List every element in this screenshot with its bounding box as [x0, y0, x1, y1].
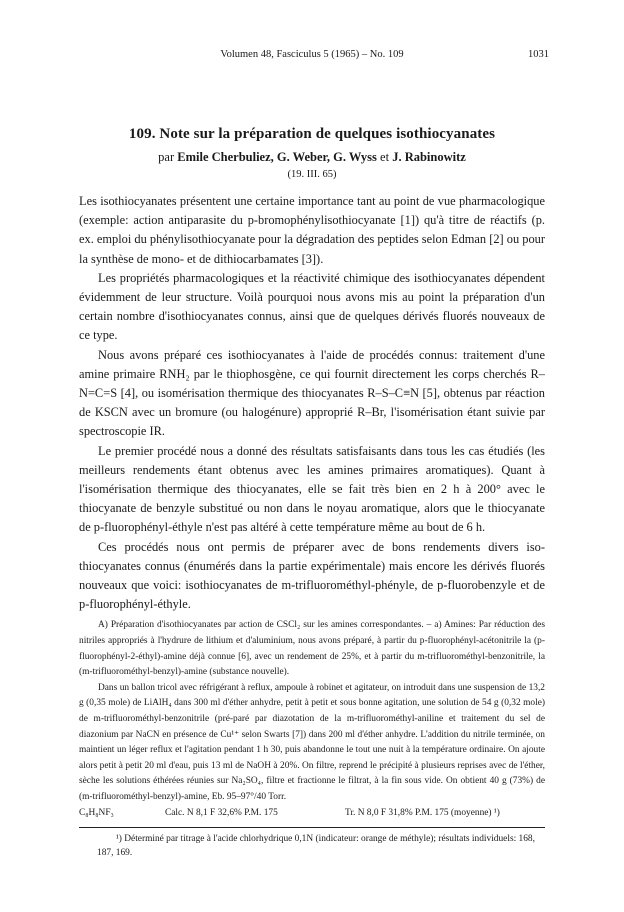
- analysis-found: Tr. N 8,0 F 31,8% P.M. 175 (moyenne) ¹): [345, 807, 500, 818]
- journal-reference: Volumen 48, Fasciculus 5 (1965) – No. 109: [220, 49, 404, 60]
- paragraph-2: Les propriétés pharmacologiques et la réactivité chimique des isothiocyanates dépendent évidemment de leur structure. Voilà pourquoi nous avons mis au point la préparation d'un certain nombre d'isothiocyanates connus, ainsi que de quelques dérivés fluorés nouveaux de ce type.: [79, 270, 545, 343]
- by-word: par: [158, 150, 175, 164]
- article-title-text: Note sur la préparation de quelques isothiocyanates: [159, 126, 496, 142]
- footnote-divider: [79, 827, 545, 828]
- page-number: 1031: [528, 49, 549, 60]
- author-line: [0, 150, 624, 165]
- experimental-procedure: Dans un ballon tricol avec réfrigérant à reflux, ampoule à robinet et agitateur, on introduit dans une suspension de 13,2 g (0,35 mole) de LiAlH₄ dans 300 ml d'éther anhydre, petit à petit et sous bonne agitation, une solution de 54 g (0,32 mole) de m-trifluorométhyl-benzonitrile (pré-paré par diazotation de la m-trifluorométhyl-aniline et traitement du sel de diazonium par NaCN en présence de Cu¹⁺ selon Swarts [7]) dans 200 ml d'éther anhydre. L'addition du nitrile terminée, on maintient un léger reflux et l'agitation pendant 1 h 30, puis abandonne le tout une nuit à la température ordinaire. On ajoute alors petit à petit 20 ml d'eau, puis 13 ml de NaOH à 20%. On filtre, reprend le précipité à plusieurs reprises avec de l'éther, sèche les solutions éthérées réunies sur Na₂SO₄, filtre et fractionne le filtrat, à la fin sous vide. On obtient 40 g (73%) de (m-trifluorométhyl-benzyl)-amine, Eb. 95–97°/40 Torr.: [79, 682, 545, 802]
- running-header: [0, 49, 624, 63]
- article-number: 109.: [128, 126, 156, 142]
- last-author: J. Rabinowitz: [392, 150, 466, 164]
- paragraph-1: Les isothiocyanates présentent une certaine importance tant au point de vue pharmacologique (exemple: action antiparasite du p-bromophénylisothiocyanate [1]) qu'à titre de réactifs (p. ex. emploi du phénylisothiocyanate pour la dégradation des peptides selon Edman [2] ou pour la synthèse de mono- et de dithiocarbamates [3]).: [79, 194, 545, 266]
- elemental-analysis: [79, 806, 545, 821]
- paragraph-3: Nous avons préparé ces isothiocyanates à l'aide de procédés connus: traitement d'une amine primaire RNH₂ par le thiophosgène, ce qui fournit directement les corps cherchés R–N=C=S [4], ou isomérisation thermique des thiocyanates R–S–C≡N [5], obtenus par réaction de KSCN avec un bromure (ou halogénure) approprié R–Br, l'isomérisation étant suivie par spectroscopie IR.: [79, 347, 545, 439]
- and-word: et: [380, 150, 390, 164]
- article-title: [0, 126, 624, 143]
- article-body: [79, 192, 545, 860]
- author-names: Emile Cherbuliez, G. Weber, G. Wyss: [177, 150, 377, 164]
- analysis-formula: C₈H₈NF₃: [79, 807, 114, 818]
- paragraph-5: Ces procédés nous ont permis de préparer avec de bons rendements divers iso-thiocyanates connus (énumérés dans la partie expérimentale) mais encore les dérivés fluorés nouveaux que voici: isothiocyanates de m-trifluorométhyl-phényle, de p-fluorobenzyle et de p-fluorophényl-éthyle.: [79, 539, 545, 612]
- experimental-section-a: A) Préparation d'isothiocyanates par action de CSCl₂ sur les amines correspondantes. – a) Amines: Par réduction des nitriles appropriés à l'hydrure de lithium et d'aluminium, nous avons préparé, à partir du p-fluorophényl-acétonitrile la (p-fluorophényl-2-éthyl)-amine déjà connue [6], avec un rendement de 25%, et à partir du m-trifluorométhyl-benzonitrile, la (m-trifluorométhyl-benzyl)-amine (substance nouvelle).: [79, 620, 545, 678]
- footnote: ¹) Déterminé par titrage à l'acide chlorhydrique 0,1N (indicateur: orange de méthyle); résultats individuels: 168, 187, 169.: [97, 833, 535, 858]
- received-date: (19. III. 65): [287, 169, 337, 180]
- paragraph-4: Le premier procédé nous a donné des résultats satisfaisants dans tous les cas étudiés (les meilleurs rendements étant obtenus avec les amines primaires aromatiques). Quant à l'isomérisation thermique des thiocyanates, elle se fait très bien en 2 h à 200° avec le thiocyanate de benzyle substitué ou non dans le noyau aromatique, alors que le thiocyanate de p-fluorophényl-éthyle n'est pas altéré à cette température même au bout de 6 h.: [79, 443, 545, 535]
- analysis-calculated: Calc. N 8,1 F 32,6% P.M. 175: [165, 807, 278, 818]
